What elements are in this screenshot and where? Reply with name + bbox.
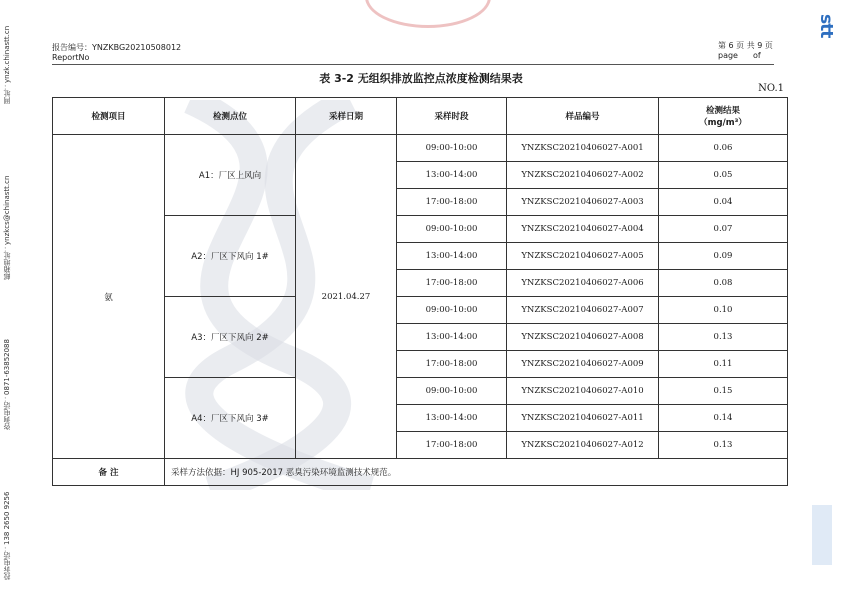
website-label: 网址：ynzk.chinastt.cn	[3, 25, 11, 104]
sample-cell: YNZKSC20210406027-A004	[507, 216, 659, 243]
result-cell: 0.14	[659, 405, 788, 432]
report-number: 报告编号：YNZKBG20210508012	[52, 43, 182, 52]
location-cell: A1：厂区上风向	[165, 135, 296, 216]
results-table	[52, 97, 788, 486]
email-label: 邮箱地址：ynzkcs@chinastt.cn	[3, 175, 11, 280]
page-indicator-en-of: of	[753, 51, 761, 60]
sample-cell: YNZKSC20210406027-A001	[507, 135, 659, 162]
result-cell: 0.13	[659, 324, 788, 351]
result-cell: 0.04	[659, 189, 788, 216]
page-indicator: 第 6 页 共 9 页	[718, 41, 773, 50]
table-title: 表 3-2 无组织排放监控点浓度检测结果表	[319, 72, 523, 85]
header-divider	[52, 64, 774, 65]
result-cell: 0.07	[659, 216, 788, 243]
sample-cell: YNZKSC20210406027-A003	[507, 189, 659, 216]
time-cell: 13:00-14:00	[397, 243, 507, 270]
sample-cell: YNZKSC20210406027-A010	[507, 378, 659, 405]
watermark-logo-icon	[812, 505, 832, 565]
item-cell: 氨	[53, 135, 165, 459]
result-cell: 0.09	[659, 243, 788, 270]
result-cell: 0.11	[659, 351, 788, 378]
time-cell: 09:00-10:00	[397, 216, 507, 243]
header-item: 检测项目	[53, 98, 165, 135]
location-cell: A4：厂区下风向 3#	[165, 378, 296, 459]
report-number-en: ReportNo	[52, 53, 90, 62]
time-cell: 13:00-14:00	[397, 162, 507, 189]
time-cell: 13:00-14:00	[397, 324, 507, 351]
result-cell: 0.05	[659, 162, 788, 189]
time-cell: 17:00-18:00	[397, 270, 507, 297]
sample-cell: YNZKSC20210406027-A005	[507, 243, 659, 270]
sample-cell: YNZKSC20210406027-A009	[507, 351, 659, 378]
header-result	[659, 98, 788, 135]
table-row	[53, 135, 788, 162]
time-cell: 17:00-18:00	[397, 432, 507, 459]
time-cell: 09:00-10:00	[397, 135, 507, 162]
header-date: 采样日期	[296, 98, 397, 135]
header-time: 采样时段	[397, 98, 507, 135]
result-cell: 0.13	[659, 432, 788, 459]
header-location: 检测点位	[165, 98, 296, 135]
time-cell: 17:00-18:00	[397, 189, 507, 216]
time-cell: 13:00-14:00	[397, 405, 507, 432]
page-indicator-en: page	[718, 51, 738, 60]
remark-row	[53, 459, 788, 486]
seal-stamp-icon	[365, 0, 491, 28]
header-result-unit: （mg/m³）	[699, 118, 747, 128]
time-cell: 09:00-10:00	[397, 297, 507, 324]
location-cell: A2：厂区下风向 1#	[165, 216, 296, 297]
complaint-phone-label: 投诉电话：138 2650 9256	[3, 491, 11, 580]
result-cell: 0.08	[659, 270, 788, 297]
sample-cell: YNZKSC20210406027-A011	[507, 405, 659, 432]
location-cell: A3：厂区下风向 2#	[165, 297, 296, 378]
sample-cell: YNZKSC20210406027-A002	[507, 162, 659, 189]
sample-cell: YNZKSC20210406027-A007	[507, 297, 659, 324]
stt-logo-icon: stt	[816, 14, 836, 38]
header-sample: 样品编号	[507, 98, 659, 135]
result-cell: 0.15	[659, 378, 788, 405]
sample-cell: YNZKSC20210406027-A012	[507, 432, 659, 459]
table-header-row	[53, 98, 788, 135]
date-cell: 2021.04.27	[296, 135, 397, 459]
time-cell: 09:00-10:00	[397, 378, 507, 405]
sample-cell: YNZKSC20210406027-A006	[507, 270, 659, 297]
result-cell: 0.06	[659, 135, 788, 162]
header-result-label: 检测结果	[705, 106, 740, 116]
table-number: NO.1	[758, 83, 784, 94]
remark-label: 备 注	[53, 459, 165, 486]
time-cell: 17:00-18:00	[397, 351, 507, 378]
consult-phone-label: 咨询电话：0871-63852088	[3, 339, 11, 430]
remark-text: 采样方法依据：HJ 905-2017 恶臭污染环境监测技术规范。	[165, 459, 788, 486]
result-cell: 0.10	[659, 297, 788, 324]
sample-cell: YNZKSC20210406027-A008	[507, 324, 659, 351]
